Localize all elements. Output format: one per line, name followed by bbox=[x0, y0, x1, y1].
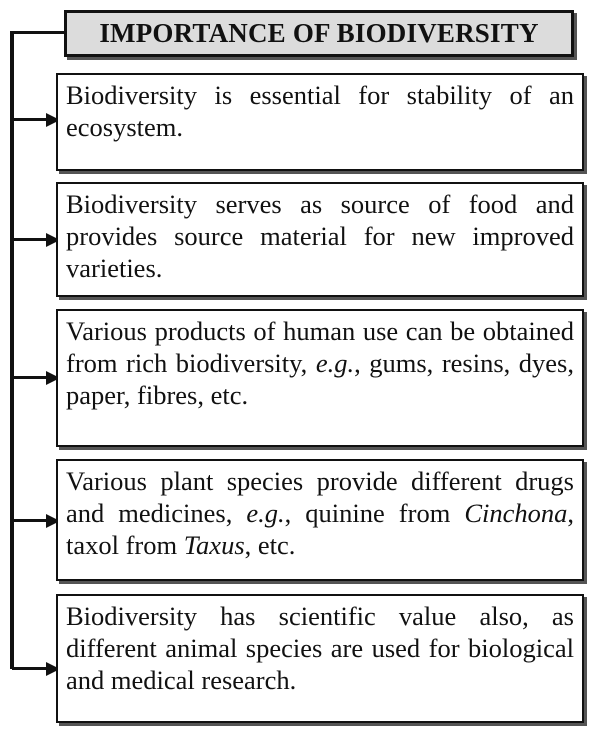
point-box-stability bbox=[56, 73, 584, 171]
point-box-products bbox=[56, 309, 584, 447]
point-text: Biodiversity is essential for stability of an ecosystem. bbox=[66, 80, 574, 142]
point-box-research bbox=[56, 594, 584, 723]
arrow-icon bbox=[12, 514, 60, 528]
arrow-icon bbox=[12, 233, 60, 247]
genus-name: Cinchona bbox=[464, 498, 568, 528]
point-text: Various products of human use can be obtained from rich biodiversity, bbox=[66, 316, 574, 378]
arrow-icon bbox=[12, 113, 60, 127]
point-text: Biodiversity serves as source of food and provides source material for new improved varieties. bbox=[66, 189, 574, 283]
diagram-title: IMPORTANCE OF BIODIVERSITY bbox=[64, 10, 574, 57]
point-text: , taxol from bbox=[66, 498, 575, 560]
point-text: Biodiversity has scientific value also, as different animal species are used for biological and medical research. bbox=[66, 601, 574, 695]
point-text: , gums, resins, dyes, paper, fibres, etc. bbox=[66, 348, 574, 410]
point-box-food bbox=[56, 182, 584, 297]
arrow-icon bbox=[12, 662, 60, 676]
arrow-icon bbox=[12, 371, 60, 385]
point-box-medicines bbox=[56, 459, 584, 581]
point-text: , quinine from bbox=[284, 498, 465, 528]
connector-vertical-line bbox=[10, 32, 14, 669]
genus-name: Taxus bbox=[183, 530, 245, 560]
point-text: , etc. bbox=[244, 530, 296, 560]
example-label: e.g. bbox=[315, 348, 355, 378]
example-label: e.g. bbox=[246, 498, 285, 528]
connector-top-line bbox=[10, 31, 65, 34]
point-text: Various plant species provide different drugs and medicines, bbox=[66, 466, 574, 528]
